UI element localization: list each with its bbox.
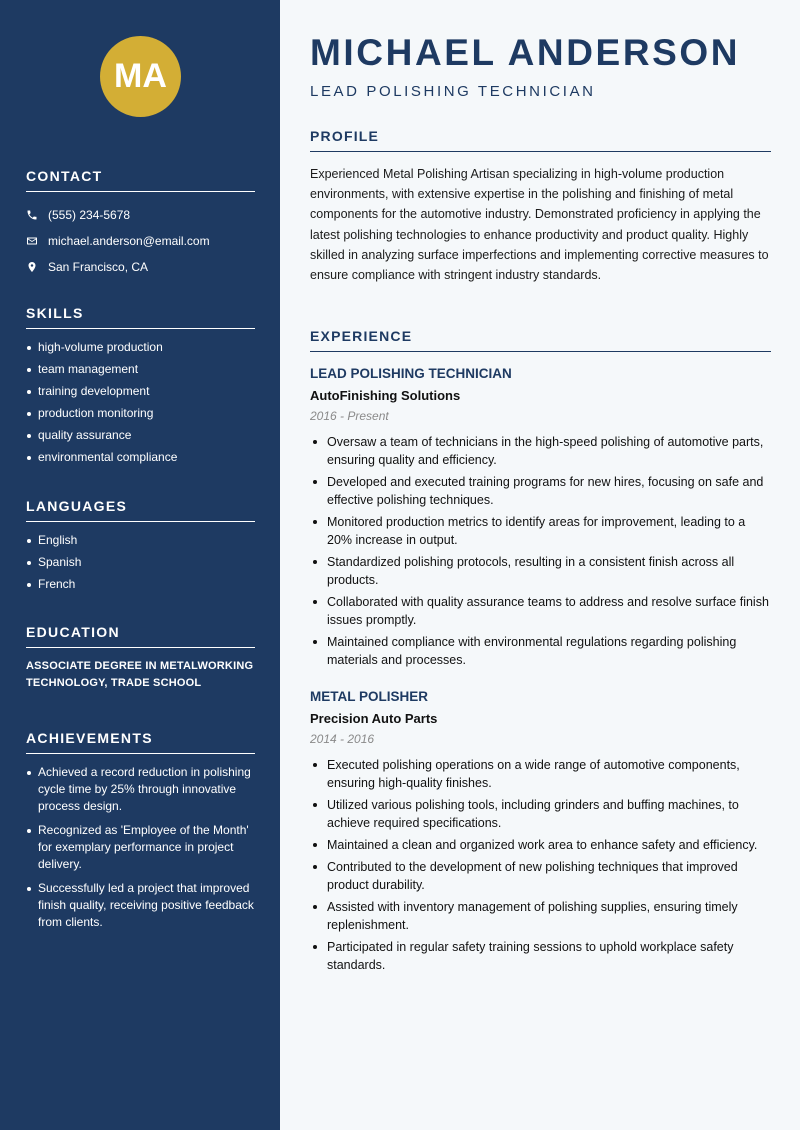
skills-section	[26, 305, 255, 471]
job-bullet: Contributed to the development of new polishing techniques that improved product durability.	[310, 858, 771, 894]
language-item: French	[26, 576, 255, 593]
contact-email-text: michael.anderson@email.com	[48, 234, 210, 248]
contact-section	[26, 168, 255, 280]
experience-heading: EXPERIENCE	[310, 328, 771, 352]
job-bullets	[310, 756, 771, 974]
job-dates: 2016 - Present	[310, 409, 389, 423]
job-dates: 2014 - 2016	[310, 732, 375, 746]
education-text: ASSOCIATE DEGREE IN METALWORKING TECHNOLOGY, TRADE SCHOOL	[26, 660, 254, 689]
job-bullet: Developed and executed training programs for new hires, focusing on safe and effective polishing techniques.	[310, 473, 771, 509]
job-bullet: Collaborated with quality assurance teams to address and resolve surface finish issues promptly.	[310, 593, 771, 629]
job-entry	[310, 689, 771, 978]
job-bullet: Participated in regular safety training sessions to uphold workplace safety standards.	[310, 938, 771, 974]
phone-icon	[26, 209, 38, 221]
languages-section	[26, 498, 255, 598]
skill-item: production monitoring	[26, 405, 255, 422]
languages-heading: LANGUAGES	[26, 498, 255, 522]
education-section	[26, 624, 255, 692]
job-bullet: Executed polishing operations on a wide range of automotive components, ensuring high-quality finishes.	[310, 756, 771, 792]
skill-item: environmental compliance	[26, 449, 255, 466]
achievement-item: Achieved a record reduction in polishing cycle time by 25% through innovative process design.	[26, 764, 255, 815]
skills-list	[26, 339, 255, 466]
skill-item: quality assurance	[26, 427, 255, 444]
job-entry	[310, 366, 771, 673]
language-item: Spanish	[26, 554, 255, 571]
education-heading: EDUCATION	[26, 624, 255, 648]
job-bullet: Oversaw a team of technicians in the high-speed polishing of automotive parts, ensuring quality and efficiency.	[310, 433, 771, 469]
job-bullets	[310, 433, 771, 669]
candidate-role: LEAD POLISHING TECHNICIAN	[310, 83, 596, 100]
sidebar	[0, 0, 280, 1130]
contact-location-text: San Francisco, CA	[48, 260, 149, 274]
languages-list	[26, 532, 255, 593]
achievements-list	[26, 764, 255, 931]
contact-phone-text: (555) 234-5678	[48, 208, 131, 222]
skill-item: training development	[26, 383, 255, 400]
job-company: Precision Auto Parts	[310, 711, 438, 726]
job-bullet: Monitored production metrics to identify areas for improvement, leading to a 20% increase in output.	[310, 513, 771, 549]
achievement-item: Recognized as 'Employee of the Month' for exemplary performance in project delivery.	[26, 822, 255, 873]
job-title: LEAD POLISHING TECHNICIAN	[310, 366, 512, 381]
contact-heading: CONTACT	[26, 168, 255, 192]
contact-email[interactable]	[26, 228, 255, 254]
contact-phone[interactable]	[26, 202, 255, 228]
achievements-heading: ACHIEVEMENTS	[26, 730, 255, 754]
skills-heading: SKILLS	[26, 305, 255, 329]
job-company: AutoFinishing Solutions	[310, 388, 461, 403]
job-bullet: Assisted with inventory management of polishing supplies, ensuring timely replenishment.	[310, 898, 771, 934]
job-bullet: Utilized various polishing tools, including grinders and buffing machines, to achieve required specifications.	[310, 796, 771, 832]
job-title: METAL POLISHER	[310, 689, 429, 704]
job-bullet: Maintained compliance with environmental regulations regarding polishing materials and processes.	[310, 633, 771, 669]
contact-location	[26, 254, 255, 280]
language-item: English	[26, 532, 255, 549]
achievement-item: Successfully led a project that improved finish quality, receiving positive feedback from clients.	[26, 880, 255, 931]
skill-item: team management	[26, 361, 255, 378]
achievements-section	[26, 730, 255, 938]
job-bullet: Standardized polishing protocols, resulting in a consistent finish across all products.	[310, 553, 771, 589]
job-bullet: Maintained a clean and organized work area to enhance safety and efficiency.	[310, 836, 771, 854]
profile-heading: PROFILE	[310, 128, 771, 152]
email-icon	[26, 235, 38, 247]
skill-item: high-volume production	[26, 339, 255, 356]
avatar-initials: MA	[100, 36, 181, 117]
profile-text: Experienced Metal Polishing Artisan specializing in high-volume production environments, with extensive expertise in the polishing and finishing of metal components for the automotive industry. Demonstrated proficiency in applying the latest polishing technologies to enhance productivity and product quality. Highly skilled in analyzing surface imperfections and implementing corrective measures to ensure compliance with stringent industry standards.	[310, 167, 769, 283]
candidate-name: MICHAEL ANDERSON	[310, 32, 741, 73]
location-pin-icon	[26, 261, 38, 273]
